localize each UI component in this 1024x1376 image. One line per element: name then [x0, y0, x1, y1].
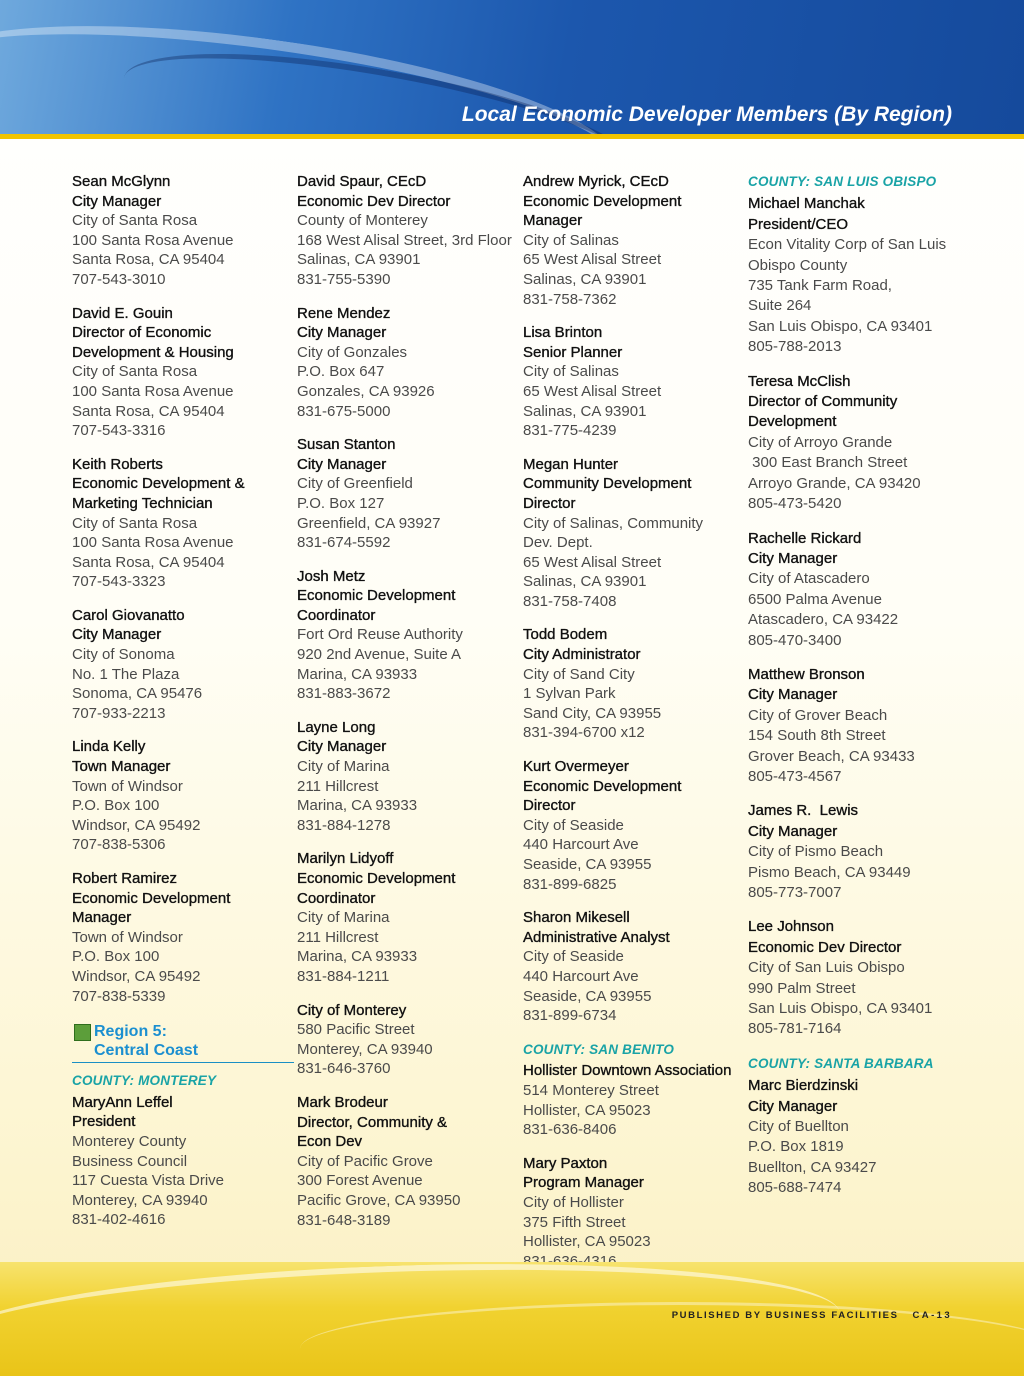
- member-title: Administrative Analyst: [523, 928, 670, 946]
- member-entry: [297, 304, 512, 422]
- region-heading: [72, 1022, 294, 1063]
- member-phone: 831-648-3189: [297, 1211, 391, 1229]
- member-name: Michael Manchak: [748, 195, 865, 213]
- member-address: 735 Tank Farm Road,: [748, 277, 892, 295]
- member-address: 300 Forest Avenue: [297, 1172, 423, 1190]
- member-address: 100 Santa Rosa Avenue: [72, 382, 234, 400]
- member-entry: [748, 665, 970, 787]
- member-organization: City of Santa Rosa: [72, 212, 198, 230]
- member-name: Lee Johnson: [748, 918, 834, 936]
- member-address: 100 Santa Rosa Avenue: [72, 534, 234, 552]
- member-entry: [72, 455, 294, 592]
- member-city: Monterey, CA 93940: [297, 1040, 433, 1058]
- member-address: 154 South 8th Street: [748, 727, 886, 745]
- member-entry: [72, 737, 294, 855]
- member-city: Gonzales, CA 93926: [297, 382, 435, 400]
- member-title: City Manager: [748, 822, 838, 840]
- member-entry: [523, 625, 738, 743]
- member-organization: City of Sonoma: [72, 646, 175, 664]
- member-name: City of Monterey: [297, 1001, 407, 1019]
- member-organization: City of Atascadero: [748, 570, 870, 588]
- member-entry: [297, 567, 512, 704]
- member-organization: City of San Luis Obispo: [748, 959, 905, 977]
- member-address: 300 East Branch Street: [748, 454, 908, 472]
- header-banner: [0, 0, 1024, 134]
- member-organization: Town of Windsor: [72, 777, 183, 795]
- member-title: City Manager: [297, 738, 387, 756]
- member-phone: 805-470-3400: [748, 631, 842, 649]
- member-title: Manager: [523, 212, 583, 230]
- member-city: Marina, CA 93933: [297, 797, 418, 815]
- member-phone: 707-543-3323: [72, 573, 166, 591]
- member-address: 514 Monterey Street: [523, 1081, 659, 1099]
- member-city: Salinas, CA 93901: [523, 573, 647, 591]
- member-entry: [748, 1076, 970, 1198]
- member-title: City Manager: [72, 626, 162, 644]
- member-title: Director of Community: [748, 393, 898, 411]
- member-name: Hollister Downtown Association: [523, 1062, 732, 1080]
- member-title: Town Manager: [72, 758, 171, 776]
- member-city: Windsor, CA 95492: [72, 967, 201, 985]
- member-city: Sonoma, CA 95476: [72, 685, 203, 703]
- member-name: Rachelle Rickard: [748, 529, 862, 547]
- member-name: Josh Metz: [297, 567, 366, 585]
- member-city: Sand City, CA 93955: [523, 704, 662, 722]
- member-name: Mark Brodeur: [297, 1093, 388, 1111]
- member-organization: Monterey County: [72, 1132, 187, 1150]
- member-title: City Manager: [297, 455, 387, 473]
- member-organization: Dev. Dept.: [523, 534, 593, 552]
- member-organization: City of Pismo Beach: [748, 843, 884, 861]
- page-title: Local Economic Developer Members (By Region): [461, 103, 952, 126]
- member-city: Hollister, CA 95023: [523, 1233, 651, 1251]
- member-name: Marilyn Lidyoff: [297, 850, 394, 868]
- member-organization: City of Salinas, Community: [523, 514, 704, 532]
- county-heading: COUNTY: SAN BENITO: [523, 1041, 675, 1057]
- member-organization: City of Gonzales: [297, 343, 408, 361]
- member-name: Keith Roberts: [72, 455, 163, 473]
- member-entry: [523, 1154, 738, 1272]
- member-name: Andrew Myrick, CEcD: [523, 173, 669, 190]
- member-city: Marina, CA 93933: [297, 948, 418, 966]
- member-city: Santa Rosa, CA 95404: [72, 553, 225, 571]
- member-phone: 707-838-5339: [72, 987, 166, 1005]
- member-title: President/CEO: [748, 215, 849, 233]
- member-city: Salinas, CA 93901: [523, 402, 647, 420]
- member-address: P.O. Box 100: [72, 797, 160, 815]
- member-phone: 831-402-4616: [72, 1211, 166, 1229]
- member-entry: [72, 1093, 294, 1230]
- region-square-icon: [74, 1024, 91, 1041]
- member-entry: [748, 194, 970, 357]
- member-organization: Fort Ord Reuse Authority: [297, 626, 463, 644]
- member-entry: [72, 172, 294, 290]
- member-organization: City of Greenfield: [297, 475, 413, 493]
- member-address: 65 West Alisal Street: [523, 251, 662, 269]
- member-entry: [748, 529, 970, 651]
- member-city: Grover Beach, CA 93433: [748, 747, 915, 765]
- member-entry: [523, 908, 738, 1026]
- member-phone: 805-773-7007: [748, 884, 842, 901]
- member-title: City Manager: [297, 324, 387, 342]
- member-address: P.O. Box 127: [297, 494, 385, 512]
- member-entry: [297, 849, 512, 986]
- member-organization: City of Santa Rosa: [72, 514, 198, 532]
- member-address: 117 Cuesta Vista Drive: [72, 1172, 225, 1190]
- member-organization: Town of Windsor: [72, 928, 183, 946]
- member-organization: Business Council: [72, 1152, 188, 1170]
- member-organization: City of Salinas: [523, 231, 619, 249]
- member-city: Seaside, CA 93955: [523, 987, 652, 1005]
- member-title: City Manager: [748, 686, 838, 704]
- member-organization: City of Grover Beach: [748, 706, 888, 724]
- member-address: 6500 Palma Avenue: [748, 590, 882, 608]
- member-address: 440 Harcourt Ave: [523, 836, 639, 854]
- member-city: San Luis Obispo, CA 93401: [748, 1000, 933, 1018]
- member-address: 211 Hillcrest: [297, 777, 379, 795]
- member-name: MaryAnn Leffel: [72, 1093, 173, 1111]
- column-3: [523, 172, 738, 1285]
- member-title: Economic Development: [297, 870, 456, 887]
- member-city: Greenfield, CA 93927: [297, 514, 441, 532]
- member-title: Program Manager: [523, 1174, 644, 1192]
- member-title: Director of Economic: [72, 324, 212, 342]
- member-phone: 831-674-5592: [297, 534, 391, 552]
- member-phone: 805-781-7164: [748, 1020, 842, 1038]
- member-address: 65 West Alisal Street: [523, 553, 662, 571]
- member-city: Seaside, CA 93955: [523, 856, 652, 873]
- member-title: Economic Development: [297, 587, 456, 605]
- county-heading: COUNTY: SANTA BARBARA: [748, 1055, 934, 1071]
- member-title: Marketing Technician: [72, 494, 213, 512]
- member-organization: City of Seaside: [523, 948, 624, 966]
- member-entry: [72, 869, 294, 1006]
- member-title: City Manager: [748, 549, 838, 567]
- member-city: Monterey, CA 93940: [72, 1191, 208, 1209]
- member-phone: 707-543-3010: [72, 270, 166, 288]
- member-address: 990 Palm Street: [748, 979, 856, 997]
- member-title: Coordinator: [297, 889, 376, 907]
- member-name: Kurt Overmeyer: [523, 758, 629, 776]
- member-entry: [523, 323, 738, 441]
- member-entry: [297, 1093, 512, 1230]
- member-phone: 805-473-5420: [748, 495, 842, 513]
- member-address: 440 Harcourt Ave: [523, 967, 639, 985]
- member-name: Teresa McClish: [748, 372, 851, 390]
- member-phone: 831-394-6700 x12: [523, 724, 645, 742]
- member-title: Economic Development &: [72, 475, 245, 493]
- member-address: 100 Santa Rosa Avenue: [72, 231, 234, 249]
- member-address: P.O. Box 1819: [748, 1138, 844, 1156]
- member-name: Megan Hunter: [523, 455, 619, 473]
- column-2: [297, 172, 512, 1244]
- member-title: Manager: [72, 909, 132, 927]
- member-phone: 805-788-2013: [748, 338, 842, 356]
- member-organization: City of Marina: [297, 758, 390, 776]
- region-subtitle: Central Coast: [94, 1042, 199, 1060]
- member-name: Sharon Mikesell: [523, 909, 630, 927]
- member-address: 580 Pacific Street: [297, 1021, 415, 1039]
- member-city: Hollister, CA 95023: [523, 1101, 651, 1119]
- page-footer: [672, 1310, 952, 1321]
- member-title: Economic Development: [523, 777, 682, 795]
- member-phone: 831-636-8406: [523, 1121, 617, 1139]
- member-entry: [72, 606, 294, 724]
- member-address: 375 Fifth Street: [523, 1213, 626, 1231]
- page-number: CA-13: [912, 1310, 952, 1321]
- member-address: 920 2nd Avenue, Suite A: [297, 646, 462, 664]
- header-rule: [0, 134, 1024, 139]
- member-address: P.O. Box 100: [72, 948, 160, 966]
- member-title: Economic Development: [72, 889, 231, 907]
- member-entry: [523, 455, 738, 612]
- member-organization: City of Salinas: [523, 363, 619, 381]
- column-4: [748, 172, 970, 1213]
- member-entry: [748, 801, 970, 903]
- member-name: David Spaur, CEcD: [297, 173, 427, 190]
- member-organization: City of Hollister: [523, 1193, 624, 1211]
- member-title: City Manager: [748, 1097, 838, 1115]
- member-name: James R. Lewis: [748, 802, 859, 820]
- member-organization: City of Arroyo Grande: [748, 433, 893, 451]
- member-city: Windsor, CA 95492: [72, 816, 201, 834]
- member-name: Mary Paxton: [523, 1154, 608, 1172]
- member-city: Salinas, CA 93901: [297, 251, 421, 269]
- member-phone: 831-755-5390: [297, 270, 391, 288]
- member-phone: 831-675-5000: [297, 402, 391, 420]
- member-title: Community Development: [523, 475, 692, 493]
- member-organization: City of Santa Rosa: [72, 363, 198, 381]
- member-organization: City of Marina: [297, 909, 390, 927]
- member-title: City Manager: [72, 192, 162, 210]
- member-city: Marina, CA 93933: [297, 665, 418, 683]
- member-title: Development & Housing: [72, 343, 234, 361]
- member-title: Development: [748, 413, 837, 431]
- member-organization: City of Buellton: [748, 1118, 849, 1136]
- county-heading: COUNTY: SAN LUIS OBISPO: [748, 174, 937, 189]
- member-name: Todd Bodem: [523, 626, 608, 644]
- member-entry: [523, 757, 738, 894]
- publisher-credit: PUBLISHED BY BUSINESS FACILITIES: [671, 1310, 899, 1321]
- member-city: Santa Rosa, CA 95404: [72, 402, 225, 420]
- member-city: Pismo Beach, CA 93449: [748, 863, 911, 881]
- member-organization: City of Sand City: [523, 665, 635, 683]
- member-title: Director: [523, 494, 576, 512]
- member-entry: [72, 304, 294, 441]
- member-name: Sean McGlynn: [72, 173, 171, 190]
- member-title: Director: [523, 797, 576, 815]
- member-title: Econ Dev: [297, 1133, 363, 1151]
- member-phone: 831-758-7362: [523, 290, 617, 308]
- member-city: Santa Rosa, CA 95404: [72, 251, 225, 269]
- member-address: 211 Hillcrest: [297, 928, 379, 946]
- member-city: Salinas, CA 93901: [523, 270, 647, 288]
- member-address: Suite 264: [748, 297, 812, 315]
- member-city: Atascadero, CA 93422: [748, 611, 899, 629]
- member-phone: 707-933-2213: [72, 704, 166, 722]
- member-city: Buellton, CA 93427: [748, 1158, 877, 1176]
- member-name: Carol Giovanatto: [72, 606, 185, 624]
- member-name: Linda Kelly: [72, 738, 146, 756]
- member-title: Economic Development: [523, 192, 682, 210]
- member-name: Layne Long: [297, 718, 376, 736]
- member-name: David E. Gouin: [72, 304, 173, 322]
- member-phone: 707-838-5306: [72, 836, 166, 854]
- member-organization: County of Monterey: [297, 212, 428, 230]
- member-name: Robert Ramirez: [72, 870, 178, 887]
- member-title: Director, Community &: [297, 1113, 448, 1131]
- member-title: Economic Dev Director: [748, 938, 902, 956]
- member-phone: 831-899-6734: [523, 1007, 617, 1025]
- member-phone: 805-688-7474: [748, 1179, 842, 1197]
- member-entry: [748, 372, 970, 515]
- member-address: No. 1 The Plaza: [72, 665, 180, 683]
- member-entry: [748, 917, 970, 1039]
- member-address: P.O. Box 647: [297, 363, 385, 381]
- member-phone: 831-884-1278: [297, 816, 391, 834]
- member-entry: [297, 435, 512, 553]
- column-1: [72, 172, 294, 1244]
- member-name: Lisa Brinton: [523, 324, 603, 342]
- member-entry: [523, 1061, 738, 1139]
- member-title: President: [72, 1113, 136, 1131]
- member-city: San Luis Obispo, CA 93401: [748, 317, 933, 335]
- member-phone: 805-473-4567: [748, 767, 842, 785]
- member-phone: 831-758-7408: [523, 592, 617, 610]
- member-organization: Obispo County: [748, 256, 848, 274]
- member-name: Rene Mendez: [297, 304, 391, 322]
- region-title: Region 5:: [94, 1023, 167, 1041]
- member-organization: City of Seaside: [523, 816, 624, 834]
- member-title: City Administrator: [523, 646, 641, 664]
- member-organization: Econ Vitality Corp of San Luis: [748, 236, 947, 254]
- member-name: Matthew Bronson: [748, 665, 865, 683]
- member-entry: [523, 172, 738, 309]
- member-city: Pacific Grove, CA 93950: [297, 1191, 461, 1209]
- member-title: Coordinator: [297, 606, 376, 624]
- member-entry: [297, 718, 512, 836]
- member-address: 168 West Alisal Street, 3rd Floor: [297, 231, 512, 249]
- member-entry: [297, 1001, 512, 1079]
- member-phone: 707-543-3316: [72, 422, 166, 440]
- member-address: 65 West Alisal Street: [523, 382, 662, 400]
- member-name: Marc Bierdzinski: [748, 1077, 859, 1095]
- member-title: Senior Planner: [523, 343, 623, 361]
- member-phone: 831-775-4239: [523, 422, 617, 440]
- member-phone: 831-899-6825: [523, 875, 617, 893]
- county-heading: COUNTY: MONTEREY: [72, 1073, 217, 1089]
- member-address: 1 Sylvan Park: [523, 685, 616, 703]
- member-phone: 831-883-3672: [297, 685, 391, 703]
- member-phone: 831-646-3760: [297, 1060, 391, 1078]
- member-phone: 831-884-1211: [297, 967, 390, 985]
- member-city: Arroyo Grande, CA 93420: [748, 474, 921, 492]
- member-organization: City of Pacific Grove: [297, 1152, 433, 1170]
- member-entry: [297, 172, 512, 290]
- member-title: Economic Dev Director: [297, 192, 451, 210]
- member-name: Susan Stanton: [297, 436, 396, 454]
